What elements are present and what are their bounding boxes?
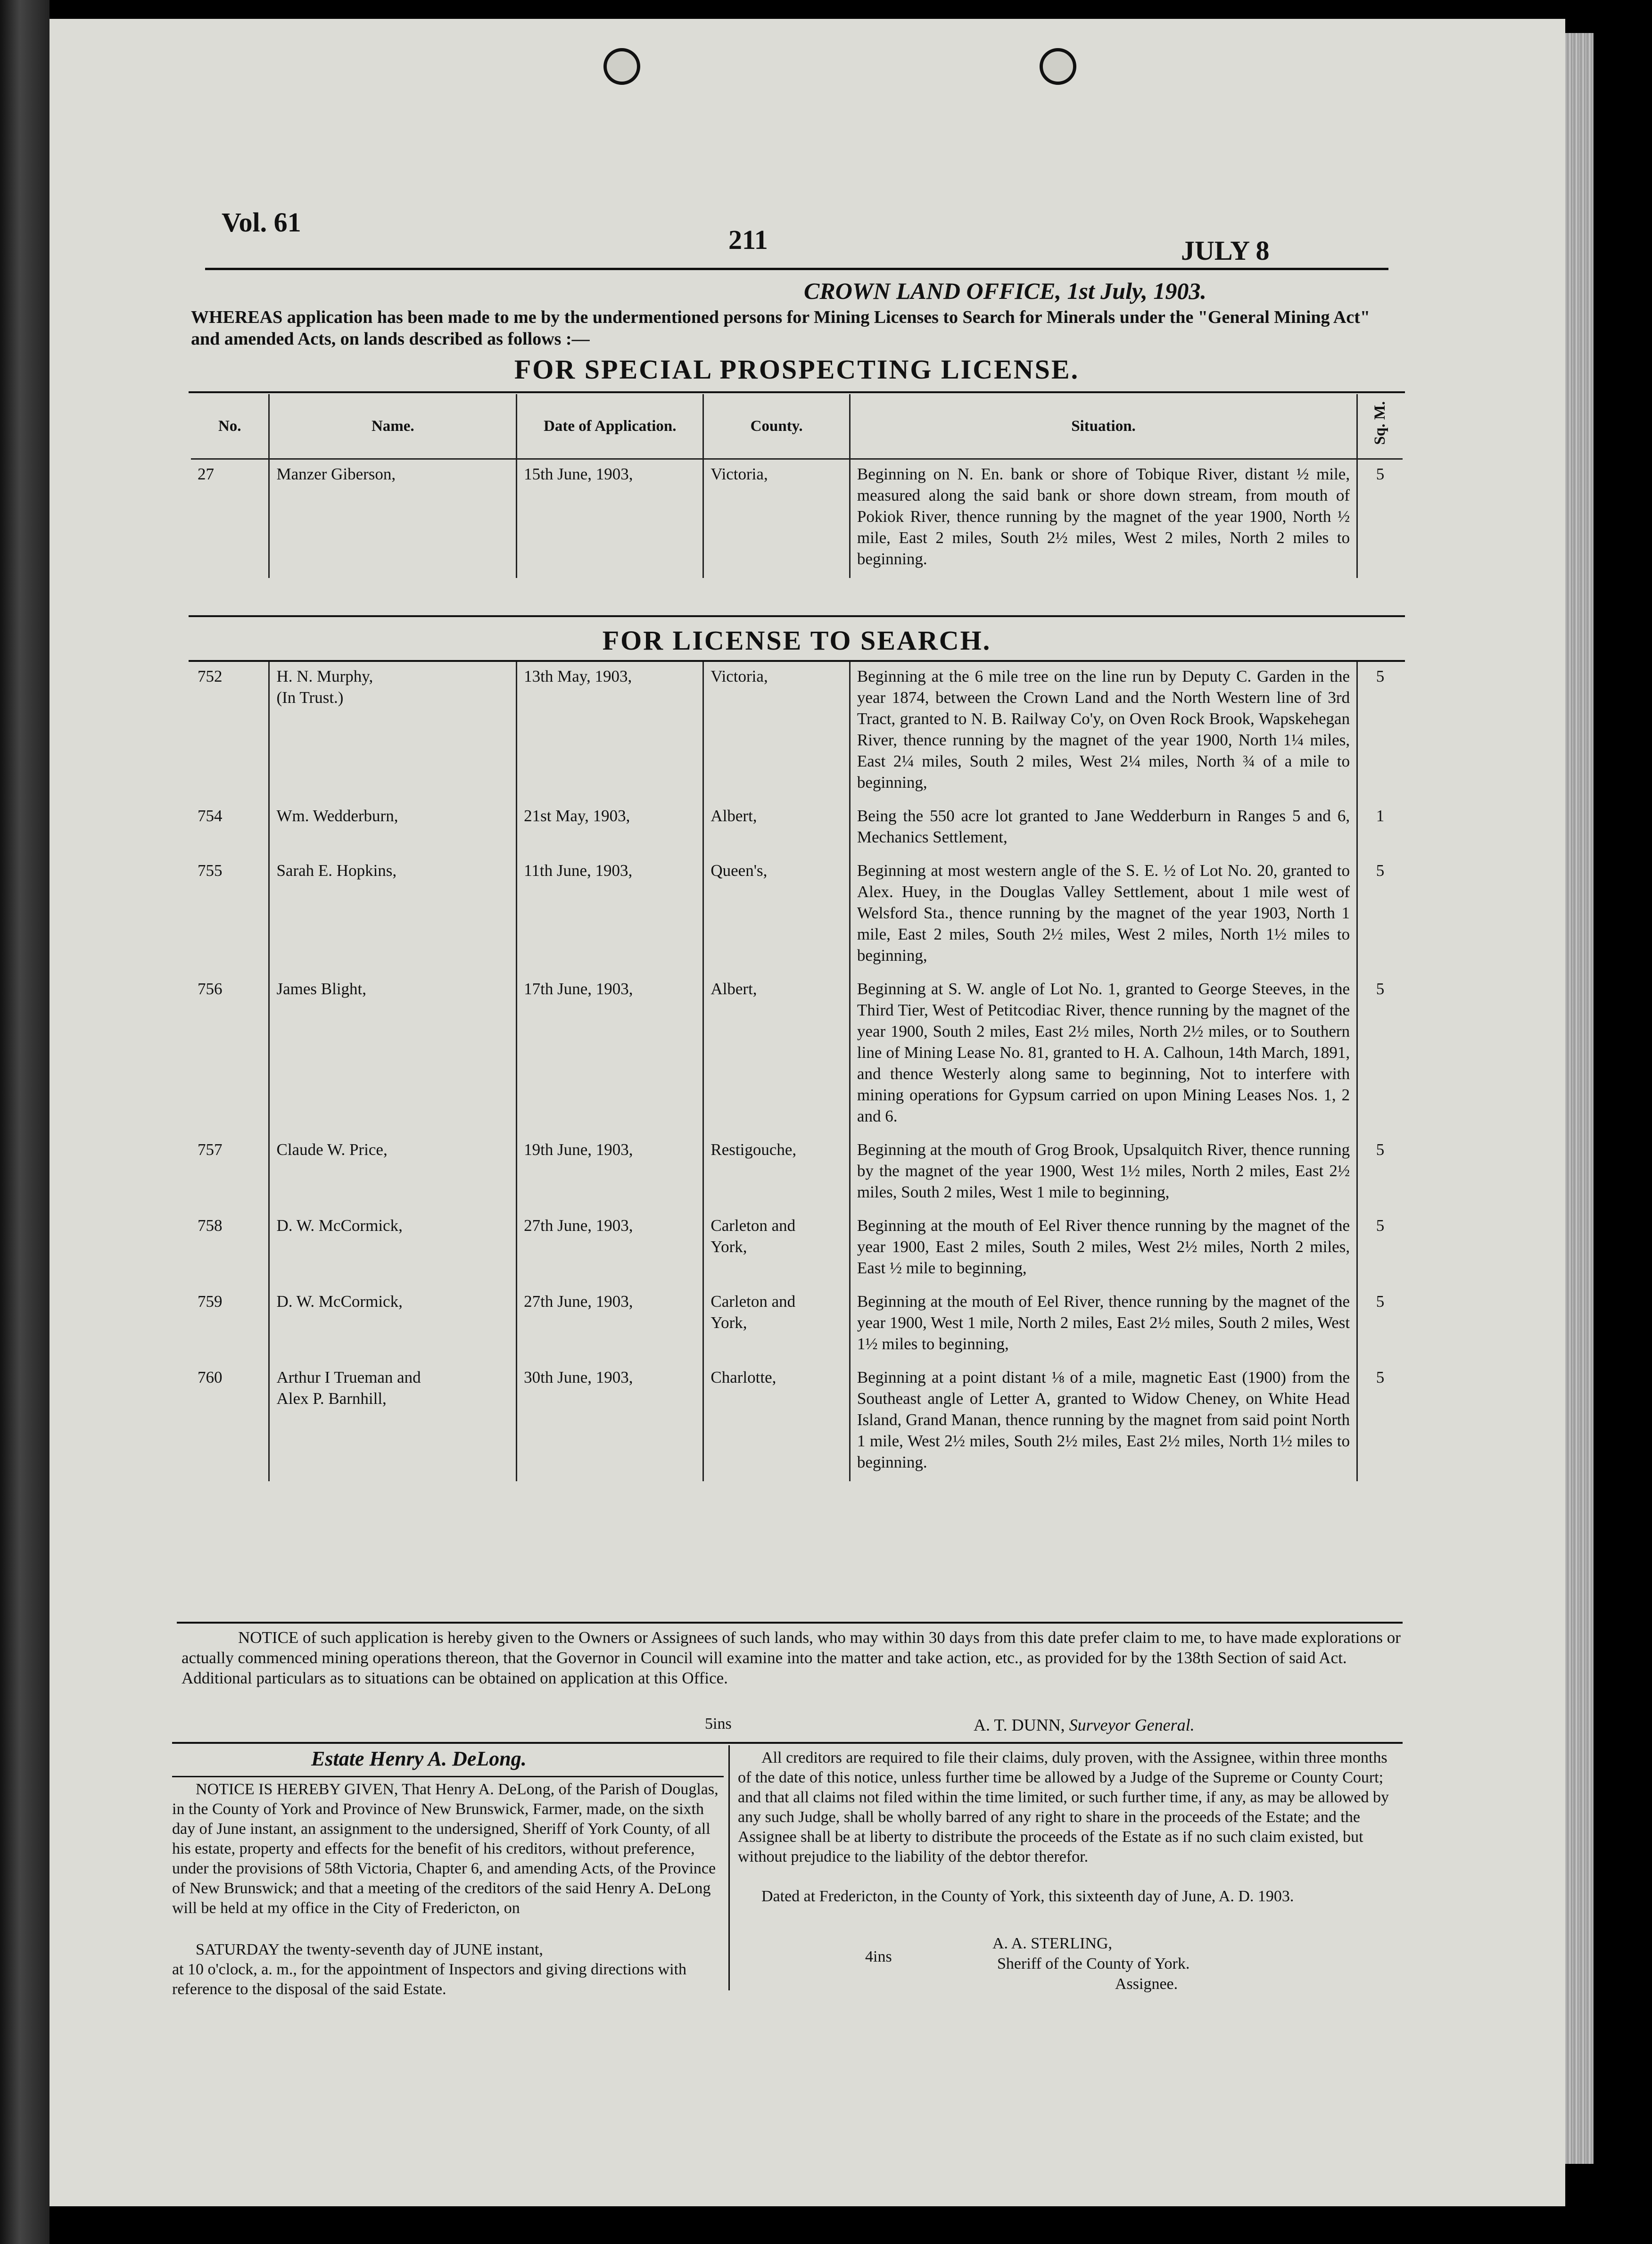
applicant-name: Arthur I Trueman and Alex P. Barnhill, (269, 1363, 517, 1481)
notice-paragraph: NOTICE of such application is hereby given to the Owners or Assignees of such lands, who may within 30 days from this date prefer claim to me, to have made explorations or actually commenced mining operations thereon, that the Governor in Council will examine into the matter and take action, etc., as provided for by the 138th Section of said Act. Additional particulars as to situations can be obtained on application at this Office. (182, 1628, 1401, 1687)
entry-number: 752 (198, 667, 223, 685)
estate-right-text: All creditors are required to file their claims, duly proven, with the Assignee, within three months of the date of this notice, unless further time be allowed by a Judge of the Supreme or County Court; and that all claims not filed within the time limited, or such further time, if any, as may be allowed by any such Judge, shall be wholly barred of any right to share in the proceeds of the Estate; and the Assignee shall be at liberty to distribute the proceeds of the Estate as if no such claim existed, but without prejudice to the liability of the debtor therefor. (738, 1749, 1389, 1865)
col-header-county: County. (703, 394, 850, 459)
intro-paragraph: WHEREAS application has been made to me by the undermentioned persons for Mining Licenses to Search for Minerals under the "General Mining Act" and amended Acts, on lands described as follows :— (191, 307, 1370, 349)
binding-hole-icon (603, 48, 640, 85)
situation: Beginning at the mouth of Grog Brook, Upsalquitch River, thence running by the magnet of the year 1900, West 1½ miles, North 2 miles, East 2½ miles, South 2 miles, West 1 mile to beginning, (850, 1135, 1357, 1211)
col-header-no: No. (191, 394, 269, 459)
situation: Beginning at the 6 mile tree on the line run by Deputy C. Garden in the year 1874, between the Crown Land and the North Western line of 3rd Tract, granted to N. B. Railway Co'y, on Oven Rock Brook, Wapskehegan River, thence running by the magnet of the year 1900, North 1¼ miles, East 2¼ miles, South 2 miles, West 2¼ miles, North ¾ of a mile to beginning, (850, 662, 1357, 801)
special-license-heading: FOR SPECIAL PROSPECTING LICENSE. (514, 354, 1080, 385)
application-date: 13th May, 1903, (517, 662, 703, 801)
table-row (191, 1135, 1403, 1211)
application-date: 17th June, 1903, (517, 974, 703, 1135)
special-top-rule (189, 391, 1405, 393)
table-row (191, 662, 1403, 801)
square-miles: 5 (1357, 1287, 1403, 1363)
estate-left-text: NOTICE IS HEREBY GIVEN, That Henry A. DeLong, of the Parish of Douglas, in the County of York and Province of New Brunswick, Farmer, made, on the sixth day of June instant, an assignment to the undersigned, Sheriff of York County, of all his estate, property and effects for the benefit of his creditors, without preference, under the provisions of 58th Victoria, Chapter 6, and amending Acts, of the Province of New Brunswick; and that a meeting of the creditors of the said Henry A. DeLong will be held at my office in the City of Fredericton, on (172, 1781, 719, 1917)
square-miles: 1 (1357, 801, 1403, 856)
entry-number: 755 (198, 861, 223, 880)
situation: Being the 550 acre lot granted to Jane Wedderburn in Ranges 5 and 6, Mechanics Settlement, (850, 801, 1357, 856)
applicant-name: Claude W. Price, (269, 1135, 517, 1211)
application-date: 21st May, 1903, (517, 801, 703, 856)
application-date: 11th June, 1903, (517, 856, 703, 974)
estate-signature-title: Sheriff of the County of York. (997, 1955, 1190, 1972)
county: Charlotte, (703, 1363, 850, 1481)
table-row (191, 1211, 1403, 1287)
document-page (50, 19, 1565, 2206)
applicant-name: Wm. Wedderburn, (269, 801, 517, 856)
county: Albert, (703, 974, 850, 1135)
situation: Beginning at a point distant ⅛ of a mile, magnetic East (1900) from the Southeast angle of Letter A, granted to Widow Cheney, on White Head Island, Grand Manan, thence running by the magnet from said point North 1 mile, West 2½ miles, South 2½ miles, East 2½ miles, North 1½ miles to beginning. (850, 1363, 1357, 1481)
notice-top-rule (177, 1622, 1403, 1624)
header-rule (205, 268, 1388, 270)
estate-meeting-rest: at 10 o'clock, a. m., for the appointment of Inspectors and giving directions with reference to the disposal of the said Estate. (172, 1961, 687, 1998)
binding-hole-icon (1040, 48, 1076, 85)
county: Restigouche, (703, 1135, 850, 1211)
applicant-name: D. W. McCormick, (269, 1211, 517, 1287)
signature-name: A. T. DUNN, (974, 1716, 1065, 1734)
special-license-table (191, 394, 1403, 578)
applicant-name: H. N. Murphy, (In Trust.) (269, 662, 517, 801)
table-row (191, 974, 1403, 1135)
county: Albert, (703, 801, 850, 856)
search-license-table (191, 662, 1403, 1481)
signature-block (974, 1715, 1195, 1735)
estate-signature-name: A. A. STERLING, (992, 1935, 1113, 1952)
entry-number: 760 (198, 1368, 223, 1386)
book-gutter (0, 0, 50, 2244)
estate-insertion-count: 4ins (865, 1948, 892, 1965)
table-row (191, 801, 1403, 856)
entry-number: 27 (198, 465, 214, 483)
table-row (191, 459, 1403, 578)
estate-top-rule (172, 1742, 1403, 1744)
entry-number: 757 (198, 1140, 223, 1159)
county: Queen's, (703, 856, 850, 974)
county: Victoria, (703, 459, 850, 578)
special-body (191, 459, 1403, 578)
application-date: 27th June, 1903, (517, 1287, 703, 1363)
square-miles: 5 (1357, 1211, 1403, 1287)
estate-title-rule (172, 1776, 724, 1777)
square-miles: 5 (1357, 856, 1403, 974)
applicant-name: Manzer Giberson, (269, 459, 517, 578)
county: Carleton and York, (703, 1211, 850, 1287)
col-header-sqm: Sq. M. (1371, 401, 1389, 445)
signature-title: Surveyor General. (1069, 1716, 1195, 1734)
situation: Beginning at S. W. angle of Lot No. 1, granted to George Steeves, in the Third Tier, West of Petitcodiac River, thence running by the magnet of the year 1900, South 2 miles, East 2½ miles, North 2½ miles, or to Southern line of Mining Lease No. 81, granted to H. A. Calhoun, 14th March, 1891, and thence Westerly along same to beginning, Not to interfere with mining operations for Gypsum carried on upon Mining Leases Nos. 1, 2 and 6. (850, 974, 1357, 1135)
county: Victoria, (703, 662, 850, 801)
insertion-count: 5ins (705, 1715, 732, 1732)
page-number: 211 (728, 224, 768, 255)
application-date: 27th June, 1903, (517, 1211, 703, 1287)
col-header-situation: Situation. (850, 394, 1357, 459)
application-date: 15th June, 1903, (517, 459, 703, 578)
application-date: 19th June, 1903, (517, 1135, 703, 1211)
search-license-heading: FOR LICENSE TO SEARCH. (602, 625, 991, 656)
county: Carleton and York, (703, 1287, 850, 1363)
table-header-row (191, 394, 1403, 459)
volume-label: Vol. 61 (222, 207, 301, 238)
estate-signature-role: Assignee. (1115, 1975, 1178, 1993)
search-body (191, 662, 1403, 1481)
issue-date: JULY 8 (1181, 235, 1270, 266)
table-row (191, 856, 1403, 974)
page-stack-edge (1565, 33, 1594, 2164)
applicant-name: Sarah E. Hopkins, (269, 856, 517, 974)
table-row (191, 1287, 1403, 1363)
situation: Beginning at the mouth of Eel River, thence running by the magnet of the year 1900, West 1 mile, North 2 miles, East 2½ miles, South 2 miles, West 1½ miles to beginning, (850, 1287, 1357, 1363)
special-bottom-rule (189, 615, 1405, 617)
entry-number: 759 (198, 1292, 223, 1311)
situation: Beginning at the mouth of Eel River thence running by the magnet of the year 1900, East 2 miles, South 2 miles, West 2½ miles, North 2 miles, East ½ mile to beginning, (850, 1211, 1357, 1287)
estate-title: Estate Henry A. DeLong. (311, 1747, 527, 1770)
square-miles: 5 (1357, 459, 1403, 578)
entry-number: 756 (198, 980, 223, 998)
estate-dated: Dated at Fredericton, in the County of York, this sixteenth day of June, A. D. 1903. (761, 1888, 1294, 1905)
application-date: 30th June, 1903, (517, 1363, 703, 1481)
situation: Beginning at most western angle of the S. E. ½ of Lot No. 20, granted to Alex. Huey, in the Douglas Valley Settlement, about 1 mile west of Welsford Sta., thence running by the magnet of the year 1903, North 1 mile, East 2 miles, South 2½ miles, West 2 miles, North 1½ miles to beginning, (850, 856, 1357, 974)
square-miles: 5 (1357, 974, 1403, 1135)
applicant-name: James Blight, (269, 974, 517, 1135)
square-miles: 5 (1357, 1363, 1403, 1481)
table-row (191, 1363, 1403, 1481)
situation: Beginning on N. En. bank or shore of Tobique River, distant ½ mile, measured along the said bank or shore down stream, from mouth of Pokiok River, thence running by the magnet of the year 1900, North ½ mile, East 2 miles, South 2½ miles, West 2 miles, North 2 miles to beginning. (850, 459, 1357, 578)
square-miles: 5 (1357, 1135, 1403, 1211)
square-miles: 5 (1357, 662, 1403, 801)
entry-number: 758 (198, 1216, 223, 1235)
entry-number: 754 (198, 807, 223, 825)
col-header-name: Name. (269, 394, 517, 459)
estate-meeting-day: SATURDAY the twenty-seventh day of JUNE instant, (196, 1941, 543, 1958)
col-header-date: Date of Application. (517, 394, 703, 459)
applicant-name: D. W. McCormick, (269, 1287, 517, 1363)
column-divider (728, 1745, 730, 1990)
office-line: CROWN LAND OFFICE, 1st July, 1903. (804, 278, 1206, 304)
